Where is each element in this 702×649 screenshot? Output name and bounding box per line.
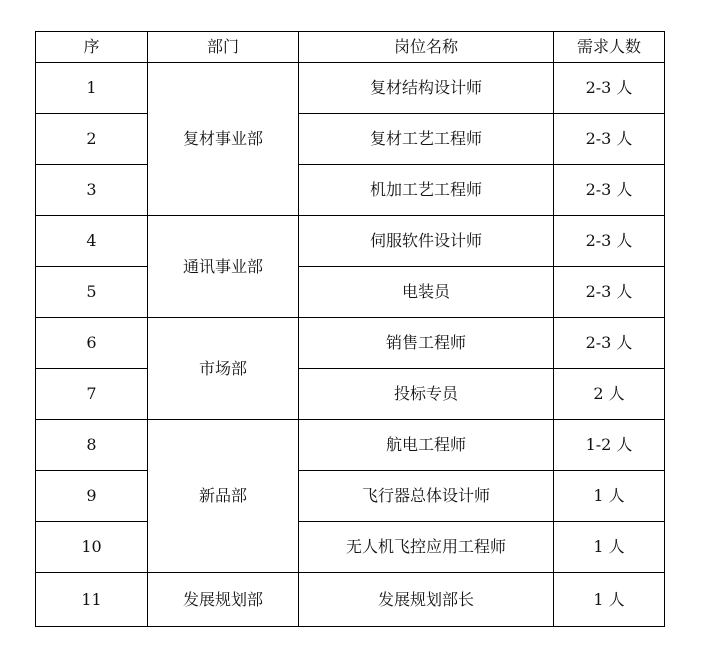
row-no: 3 — [36, 165, 148, 216]
row-position: 复材结构设计师 — [299, 63, 554, 114]
row-count: 1 人 — [554, 522, 665, 573]
table-row — [36, 165, 665, 216]
row-count: 2-3 人 — [554, 165, 665, 216]
row-no: 8 — [36, 420, 148, 471]
row-count: 2-3 人 — [554, 318, 665, 369]
department-cell: 新品部 — [148, 420, 299, 573]
header-department: 部门 — [148, 32, 299, 63]
table-row — [36, 420, 665, 471]
table-header-row — [36, 32, 665, 63]
row-position: 销售工程师 — [299, 318, 554, 369]
row-no: 4 — [36, 216, 148, 267]
row-position: 电装员 — [299, 267, 554, 318]
table-row — [36, 114, 665, 165]
header-count: 需求人数 — [554, 32, 665, 63]
department-cell: 通讯事业部 — [148, 216, 299, 318]
row-position: 投标专员 — [299, 369, 554, 420]
row-count: 2-3 人 — [554, 63, 665, 114]
row-no: 6 — [36, 318, 148, 369]
table-row — [36, 369, 665, 420]
recruitment-table — [35, 31, 665, 627]
row-position: 机加工艺工程师 — [299, 165, 554, 216]
header-no: 序 — [36, 32, 148, 63]
header-position: 岗位名称 — [299, 32, 554, 63]
table-row — [36, 522, 665, 573]
row-position: 发展规划部长 — [299, 573, 554, 627]
row-count: 2-3 人 — [554, 114, 665, 165]
row-position: 无人机飞控应用工程师 — [299, 522, 554, 573]
row-no: 7 — [36, 369, 148, 420]
table-row — [36, 63, 665, 114]
table-row — [36, 318, 665, 369]
row-count: 1-2 人 — [554, 420, 665, 471]
row-no: 5 — [36, 267, 148, 318]
row-position: 航电工程师 — [299, 420, 554, 471]
table-row — [36, 471, 665, 522]
row-count: 2 人 — [554, 369, 665, 420]
row-count: 1 人 — [554, 573, 665, 627]
row-position: 伺服软件设计师 — [299, 216, 554, 267]
department-cell: 市场部 — [148, 318, 299, 420]
row-no: 2 — [36, 114, 148, 165]
row-no: 9 — [36, 471, 148, 522]
table-row — [36, 573, 665, 627]
row-position: 复材工艺工程师 — [299, 114, 554, 165]
row-count: 1 人 — [554, 471, 665, 522]
row-count: 2-3 人 — [554, 267, 665, 318]
row-no: 10 — [36, 522, 148, 573]
table-row — [36, 216, 665, 267]
table-row — [36, 267, 665, 318]
row-no: 11 — [36, 573, 148, 627]
department-cell: 复材事业部 — [148, 63, 299, 216]
row-no: 1 — [36, 63, 148, 114]
row-count: 2-3 人 — [554, 216, 665, 267]
row-position: 飞行器总体设计师 — [299, 471, 554, 522]
department-cell: 发展规划部 — [148, 573, 299, 627]
